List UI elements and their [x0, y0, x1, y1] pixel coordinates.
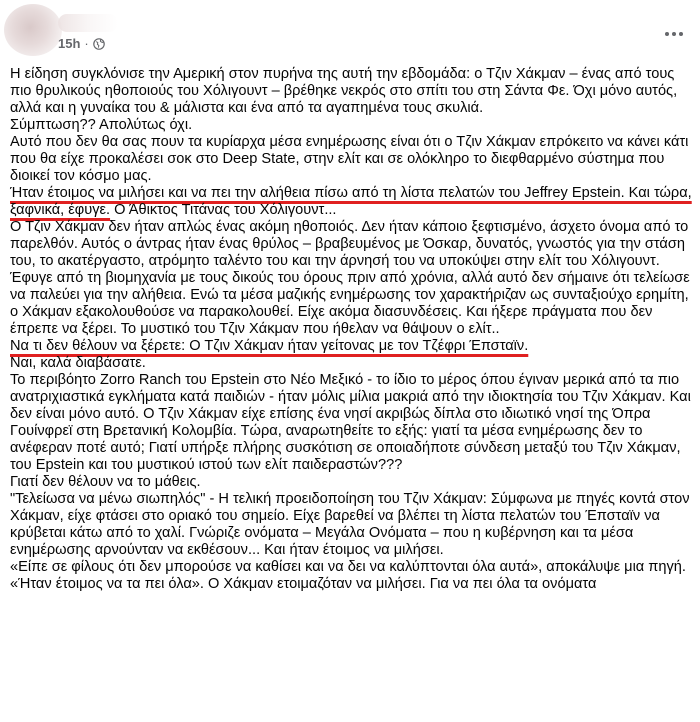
globe-icon[interactable]	[93, 38, 105, 50]
post-timestamp[interactable]: 15h	[58, 36, 81, 51]
more-horizontal-icon	[665, 32, 669, 36]
author-name-redacted[interactable]	[58, 14, 118, 32]
post-paragraph: "Τελείωσα να μένω σιωπηλός" - Η τελική προειδοποίηση του Τζιν Χάκμαν: Σύμφωνα με πηγές κοντά στον Χάκμαν, είχε φτάσει στο οριακό του σημείο. Είχε βαρεθεί να βλέπει τη λίστα πελατών του Έπσταϊν να κρύβεται κάτω από το χαλί. Γνώριζε ονόματα – Μεγάλα Ονόματα – που η κυβέρνηση και τα μέσα ενημέρωσης αρνούνταν να εκθέσουν... Και ήταν έτοιμος να μιλήσει.	[10, 491, 690, 558]
post-meta	[58, 36, 105, 51]
post-paragraph	[10, 338, 692, 355]
post-paragraph: «Είπε σε φίλους ότι δεν μπορούσε να καθίσει και να δει να καλύπτονται όλα αυτά», αποκάλυψε μια πηγή. «Ήταν έτοιμος να τα πει όλα». Ο Χάκμαν ετοιμαζόταν να μιλήσει. Για να πει όλα τα ονόματα	[10, 559, 686, 592]
more-options-button[interactable]	[656, 16, 692, 52]
post-paragraph: Το περιβόητο Zorro Ranch του Epstein στο Νέο Μεξικό - το ίδιο το μέρος όπου έγιναν μερικά από τα πιο ανατριχιαστικά εγκλήματα κατά παιδιών - ήταν μόλις μίλια μακριά από την ιδιοκτησία του Τζιν Χάκμαν. Και δεν είναι μόνο αυτό. Ο Τζιν Χάκμαν είχε επίσης ένα νησί ακριβώς δίπλα στο ιδιωτικό νησί της Όπρα Γουίνφρεϊ στη Βρετανική Κολομβία. Τώρα, αναρωτηθείτε το εξής: γιατί τα μέσα ενημέρωσης δεν το ανέφεραν ποτέ αυτό; Γιατί υπήρξε πλήρης συσκότιση σε οποιαδήποτε σύνδεση μεταξύ του Τζιν Χάκμαν, του Epstein και του μυστικού ιστού των ελίτ παιδεραστών???	[10, 372, 691, 473]
post-body	[10, 66, 692, 593]
post-text: Ο Άθικτος Τιτάνας του Χόλιγουντ...	[110, 202, 337, 218]
avatar[interactable]	[4, 4, 62, 56]
post-header	[0, 0, 700, 62]
underlined-claim: Ήταν έτοιμος να μιλήσει και να πει την αλήθεια πίσω από τη λίστα πελατών του Jeffrey Epstein. Και τώρα, ξαφνικά, έφυγε.	[10, 185, 692, 218]
post-paragraph	[10, 185, 692, 219]
meta-separator: ·	[84, 36, 89, 51]
post-paragraph: Σύμπτωση?? Απολύτως όχι.	[10, 117, 193, 133]
post-paragraph: Ναι, καλά διαβάσατε.	[10, 355, 146, 371]
post-paragraph: Η είδηση συγκλόνισε την Αμερική στον πυρήνα της αυτή την εβδομάδα: ο Τζιν Χάκμαν – ένας από τους πιο θρυλικούς ηθοποιούς του Χόλιγουντ – βρέθηκε νεκρός στο σπίτι του στη Σάντα Φε. Όχι μόνο αυτός, αλλά και η γυναίκα του & μάλιστα και ένα από τα αγαπημένα τους σκυλιά.	[10, 66, 678, 116]
post-paragraph: Ο Τζιν Χάκμαν δεν ήταν απλώς ένας ακόμη ηθοποιός. Δεν ήταν κάποιο ξεφτισμένο, άσχετο όνομα από το παρελθόν. Αυτός ο άντρας ήταν ένας θρύλος – βραβευμένος με Όσκαρ, δυνατός, γνωστός για την στάση του, το ακατέργαστο, ατρόμητο ταλέντο του και την άρνησή του να υποκύψει στην ελίτ του Χόλιγουντ.	[10, 219, 689, 269]
post-paragraph: Αυτό που δεν θα σας πουν τα κυρίαρχα μέσα ενημέρωσης είναι ότι ο Τζιν Χάκμαν επρόκειτο να κάνει κάτι που θα είχε προκαλέσει σοκ στο Deep State, στην ελίτ και σε ολόκληρο το διεφθαρμένο σύστημα που διοικεί τον κόσμο μας.	[10, 134, 689, 184]
post-paragraph: Γιατί δεν θέλουν να το μάθεις.	[10, 474, 201, 490]
post-paragraph: Έφυγε από τη βιομηχανία με τους δικούς του όρους πριν από χρόνια, αλλά αυτό δεν σήμαινε ότι τελείωσε να παλεύει για την αλήθεια. Ενώ τα μέσα μαζικής ενημέρωσης τον χαρακτήριζαν ως συνταξιούχο ερημίτη, ο Χάκμαν εξακολουθούσε να παρακολουθεί. Είχε ακόμα διασυνδέσεις. Και ήξερε πράγματα που δεν έπρεπε να ξέρει. Το μυστικό του Τζιν Χάκμαν που ήθελαν να θάψουν ο ελίτ..	[10, 270, 690, 337]
underlined-claim: Να τι δεν θέλουν να ξέρετε: Ο Τζιν Χάκμαν ήταν γείτονας με τον Τζέφρι Έπσταϊν.	[10, 338, 529, 354]
